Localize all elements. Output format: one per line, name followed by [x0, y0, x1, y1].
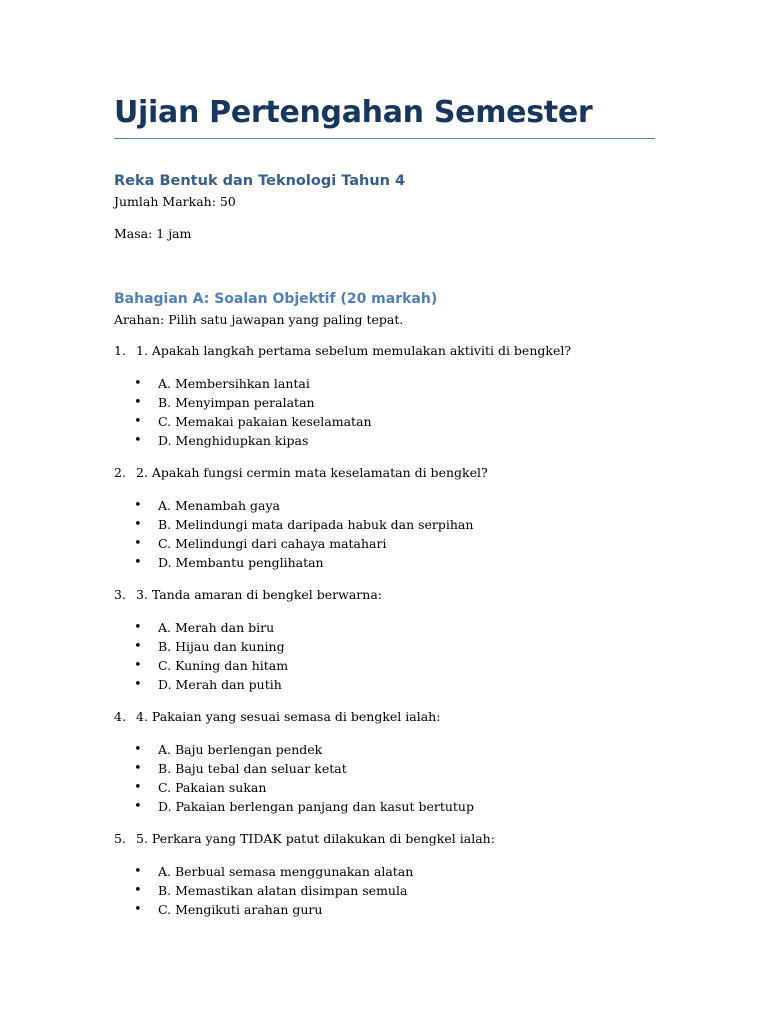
question-text: 5. Perkara yang TIDAK patut dilakukan di bengkel ialah: — [136, 831, 495, 846]
question-text: 1. Apakah langkah pertama sebelum memulakan aktiviti di bengkel? — [136, 343, 572, 358]
option-text: B. Menyimpan peralatan — [158, 395, 315, 410]
option-item — [114, 534, 655, 553]
option-text: D. Pakaian berlengan panjang dan kasut bertutup — [158, 799, 474, 814]
bullet-icon: • — [134, 536, 142, 551]
document-subtitle: Reka Bentuk dan Teknologi Tahun 4 — [114, 173, 406, 189]
bullet-icon: • — [134, 376, 142, 391]
option-item — [114, 900, 655, 919]
option-text: B. Baju tebal dan seluar ketat — [158, 761, 347, 776]
option-item — [114, 553, 655, 572]
bullet-icon: • — [134, 780, 142, 795]
option-item — [114, 797, 655, 816]
bullet-icon: • — [134, 658, 142, 673]
question-item — [114, 342, 655, 450]
bullet-icon: • — [134, 883, 142, 898]
option-item — [114, 862, 655, 881]
option-item — [114, 431, 655, 450]
bullet-icon: • — [134, 414, 142, 429]
option-text: D. Menghidupkan kipas — [158, 433, 309, 448]
option-text: A. Menambah gaya — [158, 498, 280, 513]
bullet-icon: • — [134, 864, 142, 879]
option-item — [114, 618, 655, 637]
option-list — [114, 374, 655, 450]
option-item — [114, 393, 655, 412]
question-number: 5. — [114, 831, 126, 846]
question-number: 2. — [114, 465, 126, 480]
option-text: C. Kuning dan hitam — [158, 658, 289, 673]
bullet-icon: • — [134, 517, 142, 532]
option-text: D. Merah dan putih — [158, 677, 282, 692]
question-item — [114, 830, 655, 919]
question-number: 3. — [114, 587, 126, 602]
option-list — [114, 496, 655, 572]
option-text: C. Mengikuti arahan guru — [158, 902, 323, 917]
question-item — [114, 708, 655, 816]
option-list — [114, 740, 655, 816]
question-number: 4. — [114, 709, 126, 724]
option-text: A. Berbual semasa menggunakan alatan — [158, 864, 414, 879]
option-text: D. Membantu penglihatan — [158, 555, 324, 570]
option-item — [114, 496, 655, 515]
bullet-icon: • — [134, 639, 142, 654]
option-text: C. Melindungi dari cahaya matahari — [158, 536, 387, 551]
total-marks: Jumlah Markah: 50 — [114, 194, 236, 209]
bullet-icon: • — [134, 799, 142, 814]
option-text: A. Merah dan biru — [158, 620, 275, 635]
option-text: B. Memastikan alatan disimpan semula — [158, 883, 408, 898]
question-number: 1. — [114, 343, 126, 358]
bullet-icon: • — [134, 620, 142, 635]
bullet-icon: • — [134, 555, 142, 570]
option-item — [114, 412, 655, 431]
option-item — [114, 515, 655, 534]
bullet-icon: • — [134, 902, 142, 917]
option-item — [114, 374, 655, 393]
option-item — [114, 740, 655, 759]
bullet-icon: • — [134, 677, 142, 692]
question-item — [114, 586, 655, 694]
section-a-instruction: Arahan: Pilih satu jawapan yang paling tepat. — [114, 312, 404, 327]
document-title: Ujian Pertengahan Semester — [114, 94, 655, 139]
option-item — [114, 675, 655, 694]
option-text: A. Baju berlengan pendek — [158, 742, 323, 757]
option-item — [114, 637, 655, 656]
option-item — [114, 881, 655, 900]
option-list — [114, 862, 655, 919]
option-text: A. Membersihkan lantai — [158, 376, 310, 391]
option-item — [114, 656, 655, 675]
question-text: 4. Pakaian yang sesuai semasa di bengkel ialah: — [136, 709, 441, 724]
option-text: C. Pakaian sukan — [158, 780, 267, 795]
section-a-heading: Bahagian A: Soalan Objektif (20 markah) — [114, 291, 438, 307]
bullet-icon: • — [134, 395, 142, 410]
bullet-icon: • — [134, 742, 142, 757]
exam-duration: Masa: 1 jam — [114, 226, 192, 241]
option-text: B. Hijau dan kuning — [158, 639, 285, 654]
bullet-icon: • — [134, 433, 142, 448]
bullet-icon: • — [134, 761, 142, 776]
option-text: B. Melindungi mata daripada habuk dan serpihan — [158, 517, 474, 532]
question-text: 3. Tanda amaran di bengkel berwarna: — [136, 587, 382, 602]
option-list — [114, 618, 655, 694]
question-text: 2. Apakah fungsi cermin mata keselamatan di bengkel? — [136, 465, 488, 480]
option-item — [114, 778, 655, 797]
question-item — [114, 464, 655, 572]
question-list — [114, 342, 655, 919]
option-item — [114, 759, 655, 778]
bullet-icon: • — [134, 498, 142, 513]
option-text: C. Memakai pakaian keselamatan — [158, 414, 372, 429]
